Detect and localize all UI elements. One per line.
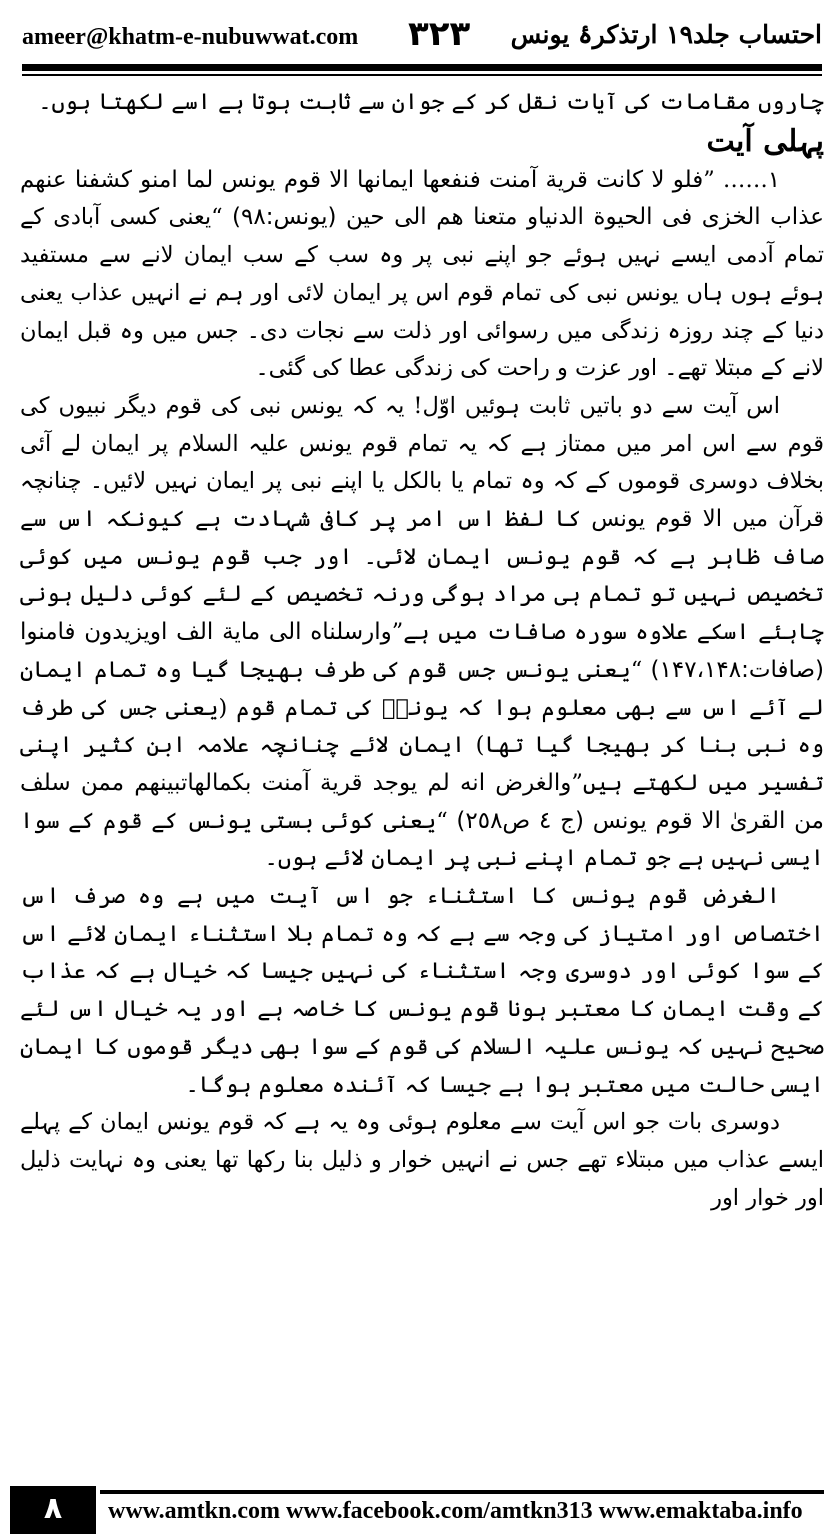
quote-ibn-kathir: والغرض انه لم يوجد قرية آمنت بكمالهاتبينهم ممن سلف من القرىٰ الا قوم يونس (ج ٤ ص٢٥٨) [20, 769, 824, 834]
ayah-translation: “یعنی کسی آبادی کے تمام آدمی ایسے نہیں ہوئے جو اپنے نبی پر وہ سب کے سب ایمان لانے سے مستفید ہوئے ہوں ہاں یونس نبی کی تمام قوم اس پر ایمان لائی اور ہم نے انہیں عذاب یعنی دنیا کے چند روزہ زندگی میں رسوائی اور ذلت سے نجات دی۔ جس میں وہ قبل ایمان لانے کے مبتلا تھے۔ اور عزت و راحت کی زندگی عطا کی گئی۔ [20, 204, 824, 382]
footer-page-badge: ۸ [10, 1486, 96, 1534]
header-page-number: ۳۲۳ [408, 14, 471, 54]
ayah-marker: ۱…… ” [703, 166, 780, 193]
section-heading: پہلی آیت [706, 123, 824, 159]
explanation-part-c: “یعنی یونس جس قوم کی طرف بھیجا گیا وہ تمام ایمان لے آئے اس سے بھی معلوم ہوا کہ یونسؑ کی تمام قوم (یعنی جس کی طرف وہ نبی بنا کر بھیجا گیا تھا) ایمان لائے چنانچہ علامہ ابن کثیر اپنی تفسیر میں لکھتے ہیں” [20, 656, 824, 796]
footer-rule [100, 1490, 824, 1494]
paragraph-conclusion: الغرض قوم یونس کا استثناء جو اس آیت میں ہے وہ صرف اس اختصاص اور امتیاز کی وجہ سے ہے کہ وہ تمام بلا استثناء ایمان لائے اس کے سوا کوئی اور دوسری وجہ استثناء کی نہیں جیسا کہ خیال ہے کہ عذاب کے وقت ایمان کا معتبر ہونا قوم یونس کا خاصہ ہے اور یہ خیال اس لئے صحیح نہیں کہ یونس علیہ السلام کی قوم کے سوا بھی دیگر قوموں کا ایمان ایسی حالت میں معتبر ہوا ہے جیسا کہ آئندہ معلوم ہوگا۔ [20, 883, 824, 1098]
ayah-saffat-text: وارسلناه الى ماية الف اويزيدون فامنوا (صافات:۱۴۷،۱۴۸) [20, 619, 824, 683]
page-body [20, 84, 824, 1217]
ayah-arabic-text: فلو لا كانت قرية آمنت فنفعها ايمانها الا قوم يونس لما امنو كشفنا عنهم عذاب الخزى فى الحيوة الدنياو متعنا هم الى حين (يونس:۹۸) [20, 166, 824, 231]
header-email: ameer@khatm-e-nubuwwat.com [22, 24, 359, 50]
paragraph-ayah-1 [20, 162, 824, 388]
header-rule-thick [22, 64, 822, 71]
header-rule-thin [22, 74, 822, 76]
page-header [22, 14, 822, 60]
explanation-part-b: کا لفظ اس امر پر کافی شہادت ہے کیونکہ اس سے صاف ظاہر ہے کہ قوم یونس ایمان لائی۔ اور جب قوم یونس میں کوئی تخصیص نہیں تو تمام ہی مراد ہوگی ورنہ تخصیص کے لئے کوئی دلیل ہونی چاہئے اسکے علاوہ سورہ صافات میں ہے” [20, 506, 824, 646]
explanation-part-d: “یعنی کوئی بستی یونس کے قوم کے سوا ایسی نہیں ہے جو تمام اپنے نبی پر ایمان لائے ہوں۔ [20, 807, 824, 872]
header-running-title: احتساب جلد۱۹ ارتذکرۂ یونس [510, 20, 822, 49]
paragraph-explanation [20, 388, 824, 878]
explanation-part-a: اس آیت سے دو باتیں ثابت ہوئیں اوّل! یہ کہ یونس نبی کی قوم دیگر نبیوں کی قوم سے اس امر میں ممتاز ہے کہ یہ تمام قوم یونس علیہ السلام پر ایمان لے آئی بخلاف دوسری قوموں کے کہ وہ تمام یا بالکل یا اپنے نبی پر ایمان نہیں لائیں۔ چنانچہ قرآن میں [20, 392, 824, 533]
paragraph-intro: چاروں مقامات کی آیات نقل کر کے جوان سے ثابت ہوتا ہے اسے لکھتا ہوں۔ [38, 89, 824, 115]
page-footer [0, 1486, 840, 1540]
paragraph-second-point: دوسری بات جو اس آیت سے معلوم ہوئی وہ یہ ہے کہ قوم یونس ایمان کے پہلے ایسے عذاب میں مبتلاء تھے جس نے انہیں خوار و ذلیل بنا رکھا تھا یعنی وہ نہایت ذلیل اور خوار اور [20, 1109, 824, 1211]
quote-illa-qawm-yunus: الا قوم يونس [591, 506, 723, 533]
footer-urls: www.amtkn.com www.facebook.com/amtkn313 www.emaktaba.info [108, 1498, 803, 1524]
